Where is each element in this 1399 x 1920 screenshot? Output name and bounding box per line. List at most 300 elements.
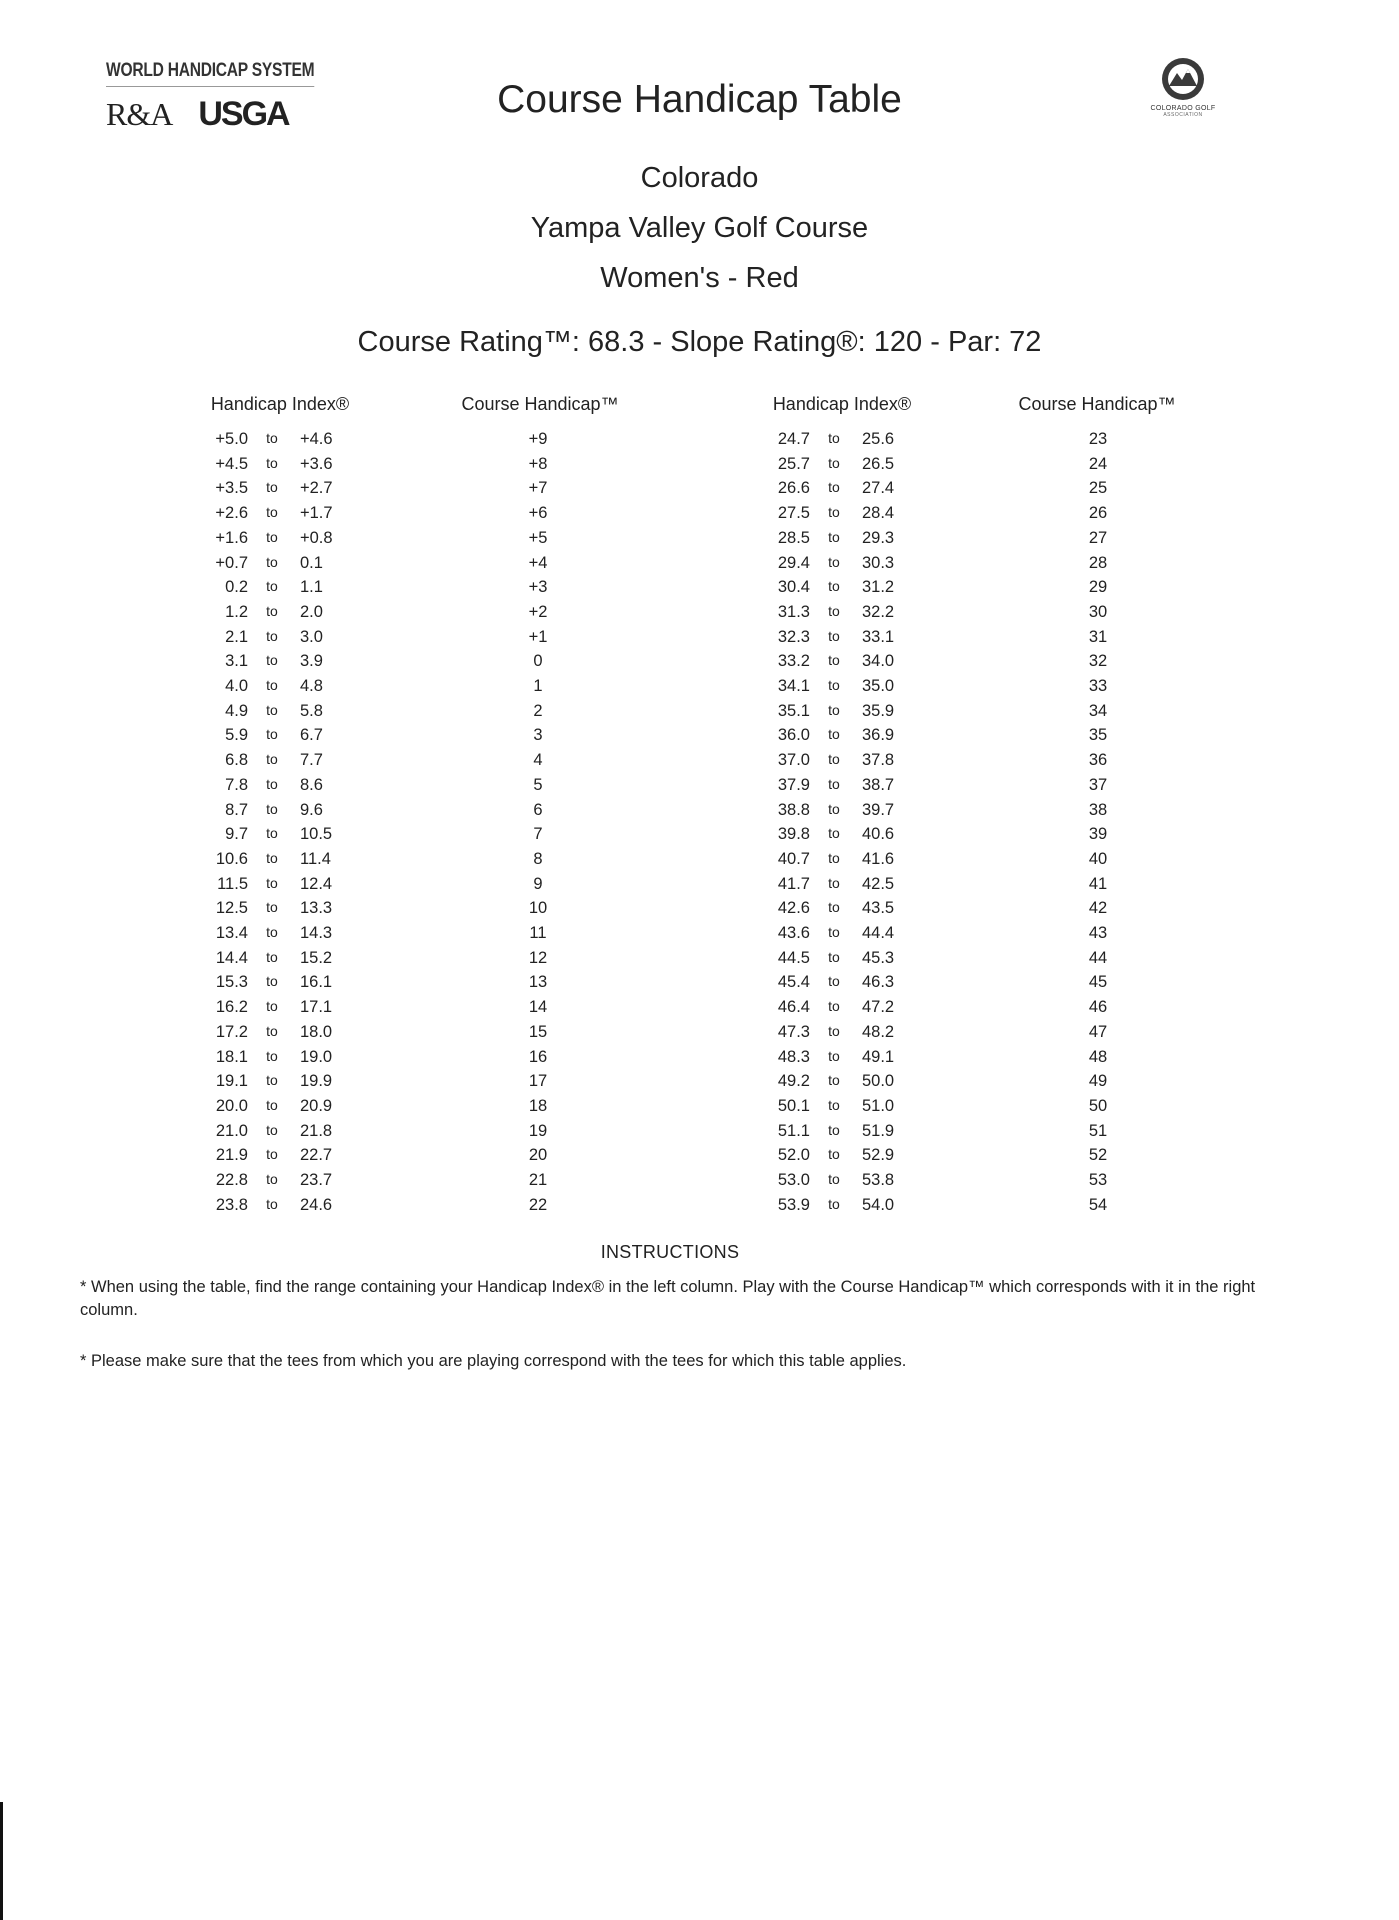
course-handicap-value: 18: [528, 1096, 548, 1115]
course-handicap-value: +9: [528, 430, 548, 448]
course-handicap-value: 19: [528, 1121, 548, 1140]
index-from: 19.1: [215, 1072, 248, 1091]
table-row: [0, 875, 1300, 900]
index-to: +0.8: [300, 528, 333, 547]
table-row: [0, 998, 1300, 1023]
course-name: Yampa Valley Golf Course: [530, 212, 869, 244]
table-row: [0, 1146, 1300, 1171]
index-to: +4.6: [300, 430, 333, 448]
range-to-word: to: [266, 849, 278, 866]
course-handicap-value: +7: [528, 479, 548, 498]
course-handicap-value: 1: [533, 677, 543, 695]
table-row: [0, 1048, 1300, 1073]
range-to-word: to: [266, 726, 278, 743]
range-to-word: to: [266, 1171, 278, 1187]
range-to-word: to: [266, 677, 278, 693]
right-course-handicap-header: Course Handicap™: [1018, 394, 1176, 414]
index-to: 5.8: [300, 701, 323, 720]
range-to-word: to: [828, 1146, 840, 1163]
course-handicap-value: +6: [528, 504, 548, 523]
table-row: [0, 652, 1300, 677]
index-from: 38.8: [777, 800, 810, 819]
index-to: 30.3: [862, 553, 895, 572]
index-to: 29.3: [862, 528, 895, 547]
course-handicap-value: 34: [1088, 701, 1108, 720]
range-to-word: to: [828, 454, 840, 471]
course-handicap-value: 22: [528, 1195, 548, 1214]
range-to-word: to: [828, 430, 840, 446]
course-handicap-value: 52: [1088, 1146, 1108, 1165]
range-to-word: to: [266, 1121, 278, 1138]
index-to: 18.0: [300, 1022, 333, 1041]
index-to: 50.0: [862, 1072, 895, 1091]
range-to-word: to: [828, 553, 840, 570]
index-from: 10.6: [215, 849, 248, 868]
page-header: [0, 0, 1399, 150]
range-to-word: to: [266, 454, 278, 471]
index-from: +2.6: [215, 504, 248, 523]
table-row: [0, 529, 1300, 554]
table-row: [0, 677, 1300, 702]
index-to: 25.6: [862, 430, 895, 448]
instructions-line-2: * Please make sure that the tees from which you are playing correspond with the tees for which this table applies.: [80, 1352, 907, 1370]
course-handicap-value: 37: [1088, 775, 1108, 794]
index-to: 32.2: [862, 602, 895, 621]
index-from: 49.2: [777, 1072, 810, 1091]
index-to: 17.1: [300, 998, 333, 1017]
course-handicap-value: 4: [533, 751, 543, 770]
index-from: 52.0: [777, 1146, 810, 1165]
range-to-word: to: [828, 751, 840, 768]
table-row: [0, 479, 1300, 504]
range-to-word: to: [828, 800, 840, 817]
index-from: 20.0: [215, 1096, 248, 1115]
course-handicap-value: 0: [533, 652, 543, 671]
index-from: 50.1: [777, 1096, 810, 1115]
range-to-word: to: [828, 1022, 840, 1039]
range-to-word: to: [828, 602, 840, 619]
instructions-title: INSTRUCTIONS: [600, 1242, 740, 1262]
index-from: 23.8: [215, 1195, 248, 1214]
index-from: 42.6: [777, 899, 810, 918]
course-handicap-value: 6: [533, 800, 543, 819]
index-to: 48.2: [862, 1022, 895, 1041]
table-row: [0, 554, 1300, 579]
cga-logo-name: COLORADO GOLF: [1150, 105, 1216, 112]
index-to: 49.1: [862, 1047, 895, 1066]
index-to: 46.3: [862, 973, 895, 992]
table-row: [0, 801, 1300, 826]
index-from: 35.1: [777, 701, 810, 720]
course-handicap-value: 45: [1088, 973, 1108, 992]
table-row: [0, 455, 1300, 480]
index-to: 11.4: [300, 849, 331, 868]
index-to: 34.0: [862, 652, 895, 671]
range-to-word: to: [828, 1096, 840, 1113]
instructions-line-1: * When using the table, find the range containing your Handicap Index® in the left column. Play with the Course Handicap™ which corresponds with it in the right column.: [80, 1278, 1256, 1319]
range-to-word: to: [266, 899, 278, 916]
index-to: 36.9: [862, 726, 895, 745]
course-handicap-value: 42: [1088, 899, 1108, 918]
range-to-word: to: [266, 479, 278, 496]
table-row: [0, 924, 1300, 949]
index-from: 1.2: [225, 602, 248, 621]
ra-logo: R&A: [106, 96, 173, 132]
right-index-header: Handicap Index®: [772, 394, 912, 414]
course-handicap-value: 11: [529, 924, 547, 942]
index-from: 39.8: [777, 825, 810, 844]
course-handicap-value: 36: [1088, 751, 1108, 770]
range-to-word: to: [828, 825, 840, 842]
index-from: 28.5: [777, 528, 810, 547]
index-to: 14.3: [300, 924, 333, 942]
table-row: [0, 1122, 1300, 1147]
course-handicap-value: 54: [1088, 1195, 1108, 1214]
course-handicap-value: 13: [528, 973, 548, 992]
index-from: 30.4: [777, 578, 810, 597]
range-to-word: to: [828, 998, 840, 1015]
course-handicap-value: 33: [1088, 677, 1108, 695]
index-to: 44.4: [862, 924, 895, 942]
course-handicap-value: 35: [1088, 726, 1108, 745]
index-to: 3.9: [300, 652, 323, 671]
index-from: 24.7: [777, 430, 810, 448]
index-from: 36.0: [777, 726, 810, 745]
table-row: [0, 1171, 1300, 1196]
course-handicap-value: 41: [1088, 874, 1108, 893]
table-row: [0, 825, 1300, 850]
course-handicap-value: 30: [1088, 602, 1108, 621]
table-row: [0, 1023, 1300, 1048]
course-handicap-value: 20: [528, 1146, 548, 1165]
course-handicap-value: +5: [528, 528, 548, 547]
index-from: 47.3: [777, 1022, 810, 1041]
index-to: 23.7: [300, 1171, 333, 1189]
range-to-word: to: [266, 504, 278, 521]
index-to: 8.6: [300, 775, 323, 794]
course-handicap-value: +2: [528, 602, 548, 621]
index-from: 5.9: [225, 726, 248, 745]
index-to: 2.0: [300, 602, 323, 621]
index-to: 33.1: [862, 627, 895, 646]
index-from: 3.1: [225, 652, 248, 671]
range-to-word: to: [266, 701, 278, 718]
index-to: 1.1: [300, 578, 323, 597]
index-to: 27.4: [862, 479, 895, 498]
range-to-word: to: [828, 973, 840, 990]
course-rating-line: Course Rating™: 68.3 - Slope Rating®: 120 - Par: 72: [357, 326, 1042, 358]
index-from: 0.2: [225, 578, 248, 597]
index-to: 6.7: [300, 726, 323, 745]
index-from: 43.6: [777, 924, 810, 942]
index-from: 53.9: [777, 1195, 810, 1214]
index-from: 26.6: [777, 479, 810, 498]
index-to: 0.1: [300, 553, 323, 572]
index-to: 41.6: [862, 849, 895, 868]
table-row: [0, 702, 1300, 727]
range-to-word: to: [266, 924, 278, 940]
range-to-word: to: [828, 1121, 840, 1138]
course-handicap-value: 9: [533, 874, 543, 893]
index-to: 52.9: [862, 1146, 895, 1165]
course-handicap-value: 51: [1088, 1121, 1108, 1140]
course-handicap-value: 25: [1088, 479, 1108, 498]
range-to-word: to: [266, 1047, 278, 1064]
index-from: 40.7: [777, 849, 810, 868]
index-to: 4.8: [300, 677, 323, 695]
table-row: [0, 899, 1300, 924]
index-to: 45.3: [862, 948, 895, 967]
left-course-handicap-header: Course Handicap™: [461, 394, 619, 414]
range-to-word: to: [266, 652, 278, 669]
index-from: +0.7: [215, 553, 248, 572]
index-from: 18.1: [215, 1047, 248, 1066]
index-to: 7.7: [300, 751, 323, 770]
index-from: +4.5: [215, 454, 248, 473]
course-handicap-value: +8: [528, 454, 548, 473]
index-from: 44.5: [777, 948, 810, 967]
index-from: 31.3: [777, 602, 810, 621]
index-from: 45.4: [777, 973, 810, 992]
course-handicap-value: 27: [1088, 528, 1108, 547]
range-to-word: to: [266, 1096, 278, 1113]
index-from: 16.2: [215, 998, 248, 1017]
range-to-word: to: [266, 602, 278, 619]
table-row: [0, 1196, 1300, 1221]
range-to-word: to: [266, 578, 278, 595]
range-to-word: to: [828, 948, 840, 965]
range-to-word: to: [266, 800, 278, 817]
index-from: 41.7: [777, 874, 810, 893]
table-row: [0, 751, 1300, 776]
left-index-header: Handicap Index®: [210, 394, 350, 414]
course-handicap-value: 16: [528, 1047, 548, 1066]
range-to-word: to: [828, 652, 840, 669]
course-handicap-value: 32: [1088, 652, 1108, 671]
index-to: 13.3: [300, 899, 333, 918]
index-to: 51.0: [862, 1096, 895, 1115]
course-handicap-value: 8: [533, 849, 543, 868]
index-from: 51.1: [777, 1121, 810, 1140]
index-from: 17.2: [215, 1022, 248, 1041]
index-from: 6.8: [225, 751, 248, 770]
course-handicap-value: 47: [1088, 1022, 1108, 1041]
range-to-word: to: [266, 948, 278, 965]
table-row: [0, 578, 1300, 603]
range-to-word: to: [828, 677, 840, 693]
course-handicap-value: +4: [528, 553, 548, 572]
range-to-word: to: [266, 973, 278, 990]
table-row: [0, 850, 1300, 875]
range-to-word: to: [828, 1195, 840, 1212]
index-to: +1.7: [300, 504, 333, 523]
cga-logo: [1128, 56, 1238, 136]
course-handicap-value: 12: [528, 948, 548, 967]
index-to: 40.6: [862, 825, 895, 844]
index-to: 22.7: [300, 1146, 333, 1165]
index-to: 24.6: [300, 1195, 333, 1214]
index-to: 9.6: [300, 800, 323, 819]
index-to: 21.8: [300, 1121, 333, 1140]
page-title: Course Handicap Table: [497, 78, 902, 121]
index-to: 39.7: [862, 800, 895, 819]
index-from: 12.5: [215, 899, 248, 918]
range-to-word: to: [828, 578, 840, 595]
index-from: 27.5: [777, 504, 810, 523]
course-handicap-value: 23: [1088, 430, 1108, 448]
course-handicap-value: +3: [528, 578, 548, 597]
index-to: 15.2: [300, 948, 333, 967]
range-to-word: to: [266, 1146, 278, 1163]
index-to: 37.8: [862, 751, 895, 770]
table-row: [0, 1072, 1300, 1097]
cga-logo-sub: ASSOCIATION: [1163, 112, 1203, 118]
course-handicap-value: 44: [1088, 948, 1108, 967]
index-from: 13.4: [215, 924, 248, 942]
course-handicap-value: 17: [528, 1072, 548, 1091]
range-to-word: to: [828, 924, 840, 940]
range-to-word: to: [828, 874, 840, 891]
index-to: 19.0: [300, 1047, 333, 1066]
range-to-word: to: [266, 998, 278, 1015]
course-handicap-value: 46: [1088, 998, 1108, 1017]
course-handicap-value: 50: [1088, 1096, 1108, 1115]
index-from: 4.9: [225, 701, 248, 720]
index-to: 38.7: [862, 775, 895, 794]
range-to-word: to: [266, 553, 278, 570]
index-to: 20.9: [300, 1096, 333, 1115]
course-handicap-value: 2: [533, 701, 543, 720]
table-row: [0, 504, 1300, 529]
course-handicap-value: 10: [528, 899, 548, 918]
index-to: 26.5: [862, 454, 895, 473]
index-to: 47.2: [862, 998, 895, 1017]
index-from: +3.5: [215, 479, 248, 498]
range-to-word: to: [828, 775, 840, 792]
range-to-word: to: [828, 1047, 840, 1064]
course-handicap-value: 31: [1088, 627, 1108, 646]
course-handicap-value: 40: [1088, 849, 1108, 868]
table-row: [0, 628, 1300, 653]
course-handicap-value: 21: [528, 1171, 548, 1189]
index-to: 51.9: [862, 1121, 895, 1140]
table-row: [0, 949, 1300, 974]
index-from: 8.7: [225, 800, 248, 819]
table-row: [0, 430, 1300, 455]
index-to: 16.1: [300, 973, 333, 992]
index-from: 37.9: [777, 775, 810, 794]
course-tee: Women's - Red: [600, 262, 799, 294]
range-to-word: to: [828, 504, 840, 521]
index-from: 32.3: [777, 627, 810, 646]
course-handicap-value: 3: [533, 726, 543, 745]
course-handicap-value: 53: [1088, 1171, 1108, 1189]
range-to-word: to: [828, 899, 840, 916]
index-from: +5.0: [215, 430, 248, 448]
range-to-word: to: [828, 849, 840, 866]
range-to-word: to: [828, 701, 840, 718]
range-to-word: to: [266, 627, 278, 644]
index-from: 4.0: [225, 677, 248, 695]
index-from: 29.4: [777, 553, 810, 572]
table-row: [0, 603, 1300, 628]
index-to: 54.0: [862, 1195, 895, 1214]
course-handicap-value: 24: [1088, 454, 1108, 473]
range-to-word: to: [266, 430, 278, 446]
index-to: 35.9: [862, 701, 895, 720]
index-from: 15.3: [215, 973, 248, 992]
index-from: 46.4: [777, 998, 810, 1017]
range-to-word: to: [266, 1072, 278, 1089]
mountain-logo-icon: [1160, 56, 1206, 102]
range-to-word: to: [828, 1072, 840, 1089]
range-to-word: to: [266, 751, 278, 768]
index-from: 7.8: [225, 775, 248, 794]
course-handicap-value: 26: [1088, 504, 1108, 523]
index-to: 19.9: [300, 1072, 333, 1091]
index-from: 11.5: [217, 874, 248, 893]
index-from: 21.0: [215, 1121, 248, 1140]
course-handicap-value: 49: [1088, 1072, 1108, 1091]
range-to-word: to: [828, 726, 840, 743]
index-from: 21.9: [215, 1146, 248, 1165]
table-row: [0, 776, 1300, 801]
scan-edge-mark: [0, 1802, 3, 1920]
index-to: 53.8: [862, 1171, 895, 1189]
course-handicap-value: 48: [1088, 1047, 1108, 1066]
index-from: 48.3: [777, 1047, 810, 1066]
course-handicap-value: 43: [1088, 924, 1108, 942]
index-to: 12.4: [300, 874, 333, 893]
course-handicap-value: 5: [533, 775, 543, 794]
range-to-word: to: [828, 1171, 840, 1187]
course-handicap-value: 15: [528, 1022, 548, 1041]
table-row: [0, 726, 1300, 751]
range-to-word: to: [266, 1195, 278, 1212]
table-row: [0, 973, 1300, 998]
course-handicap-value: 7: [533, 825, 543, 844]
index-from: 34.1: [777, 677, 810, 695]
usga-logo: USGA: [198, 95, 289, 133]
course-state: Colorado: [640, 162, 759, 194]
index-to: 35.0: [862, 677, 895, 695]
course-handicap-value: 28: [1088, 553, 1108, 572]
index-from: 33.2: [777, 652, 810, 671]
index-to: 31.2: [862, 578, 895, 597]
index-from: +1.6: [215, 528, 248, 547]
range-to-word: to: [828, 627, 840, 644]
index-from: 2.1: [225, 627, 248, 646]
index-to: 42.5: [862, 874, 895, 893]
index-to: 10.5: [300, 825, 333, 844]
course-handicap-value: 29: [1088, 578, 1108, 597]
range-to-word: to: [266, 1022, 278, 1039]
range-to-word: to: [266, 775, 278, 792]
index-from: 53.0: [777, 1171, 810, 1189]
index-from: 37.0: [777, 751, 810, 770]
range-to-word: to: [828, 528, 840, 545]
table-row: [0, 1097, 1300, 1122]
index-to: +3.6: [300, 454, 333, 473]
range-to-word: to: [828, 479, 840, 496]
index-to: 28.4: [862, 504, 895, 523]
index-from: 14.4: [215, 948, 248, 967]
index-from: 9.7: [225, 825, 248, 844]
range-to-word: to: [266, 874, 278, 891]
course-handicap-value: 14: [528, 998, 548, 1017]
course-handicap-value: 38: [1088, 800, 1108, 819]
course-handicap-value: 39: [1088, 825, 1108, 844]
